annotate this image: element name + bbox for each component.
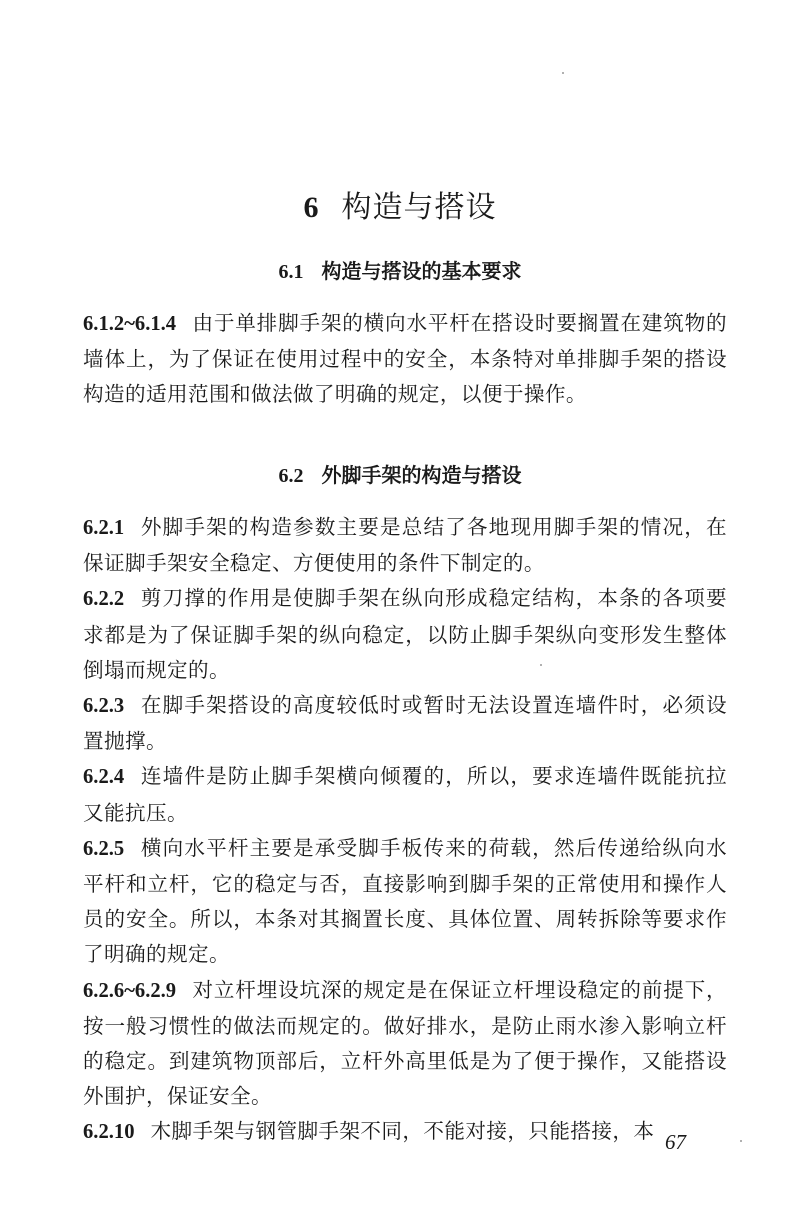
clause-text: 在脚手架搭设的高度较低时或暂时无法设置连墙件时，必须设置抛撑。 <box>83 693 727 754</box>
clause-text: 外脚手架的构造参数主要是总结了各地现用脚手架的情况，在保证脚手架安全稳定、方便使用的条件下制定的。 <box>83 515 727 576</box>
clause-number: 6.2.2 <box>83 588 125 611</box>
chapter-title-text: 构造与搭设 <box>341 190 497 225</box>
chapter-number: 6 <box>303 191 320 224</box>
clause-text: 对立杆埋设坑深的规定是在保证立杆埋设稳定的前提下，按一般习惯性的做法而规定的。做好排水，是防止雨水渗入影响立杆的稳定。到建筑物顶部后，立杆外高里低是为了便于操作，又能搭设外围护，保证安全。 <box>83 977 727 1109</box>
clause-6-2-2 <box>83 581 727 688</box>
clause-text: 由于单排脚手架的横向水平杆在搭设时要搁置在建筑物的墙体上，为了保证在使用过程中的安全，本条特对单排脚手架的搭设构造的适用范围和做法做了明确的规定，以便于操作。 <box>83 311 727 407</box>
clause-6-2-4 <box>83 759 727 830</box>
section-title-text: 构造与搭设的基本要求 <box>321 259 522 283</box>
clause-number: 6.2.10 <box>83 1121 135 1144</box>
scan-speck <box>562 72 564 74</box>
clause-6-2-3 <box>83 688 727 759</box>
clause-text: 连墙件是防止脚手架横向倾覆的，所以，要求连墙件既能抗拉又能抗压。 <box>83 764 727 825</box>
clause-number: 6.1.2~6.1.4 <box>83 313 177 335</box>
clause-number: 6.2.3 <box>83 695 125 718</box>
clause-6-2-10 <box>83 1114 727 1150</box>
section-number: 6.1 <box>278 261 304 283</box>
section-title-6-2 <box>0 460 800 491</box>
clause-number: 6.2.6~6.2.9 <box>83 979 177 1002</box>
clause-text: 木脚手架与钢管脚手架不同，不能对接，只能搭接，本 <box>150 1119 655 1144</box>
clause-number: 6.2.4 <box>83 766 125 789</box>
section-title-6-1 <box>0 256 800 287</box>
clause-6-2-6-to-6-2-9 <box>83 973 727 1115</box>
clause-text: 剪刀撑的作用是使脚手架在纵向形成稳定结构，本条的各项要求都是为了保证脚手架的纵向稳定，以防止脚手架纵向变形发生整体倒塌而规定的。 <box>83 586 727 682</box>
chapter-title <box>0 186 800 230</box>
clause-6-2-5 <box>83 831 727 973</box>
section-6-1-body <box>83 306 727 413</box>
scan-speck <box>740 1140 742 1142</box>
clause-number: 6.2.1 <box>83 517 125 539</box>
page-number: 67 <box>665 1130 686 1154</box>
section-6-2-body <box>83 510 727 1151</box>
clause-number: 6.2.5 <box>83 837 125 860</box>
scan-speck <box>540 664 542 666</box>
section-title-text: 外脚手架的构造与搭设 <box>321 463 522 487</box>
clause-6-2-1 <box>83 510 727 581</box>
clause-text: 横向水平杆主要是承受脚手板传来的荷载，然后传递给纵向水平杆和立杆，它的稳定与否，直接影响到脚手架的正常使用和操作人员的安全。所以，本条对其搁置长度、具体位置、周转拆除等要求作了明确的规定。 <box>83 835 727 967</box>
section-number: 6.2 <box>278 465 304 487</box>
clause-6-1-2-to-6-1-4 <box>83 306 727 413</box>
